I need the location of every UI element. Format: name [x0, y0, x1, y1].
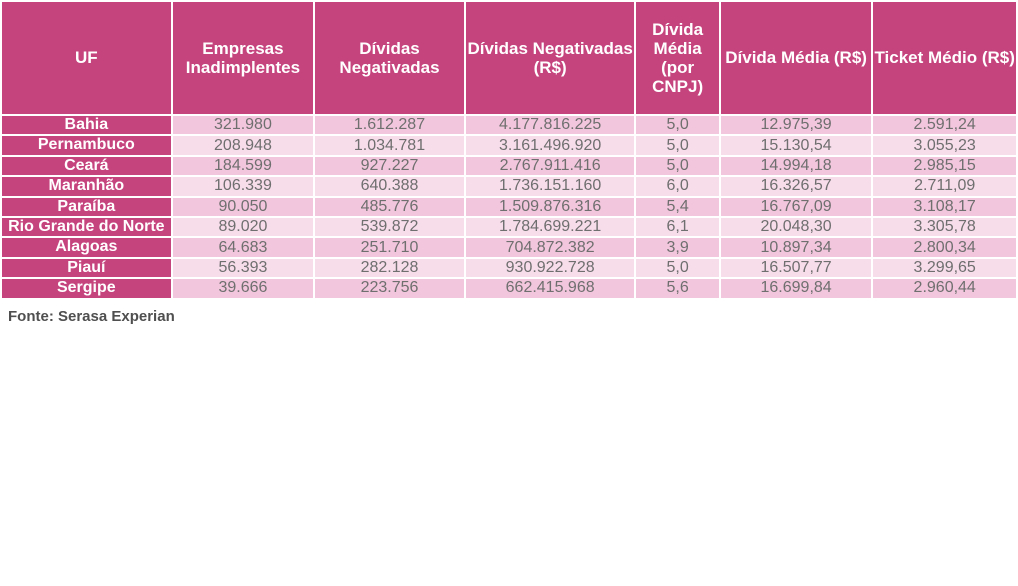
- cell-empresas-inadimplentes: 321.980: [173, 116, 314, 134]
- row-label-uf: Maranhão: [2, 177, 171, 195]
- row-label-uf: Sergipe: [2, 279, 171, 297]
- cell-ticket-medio-rs: 3.055,23: [873, 136, 1016, 154]
- cell-divida-media-por-cnpj: 5,0: [636, 136, 718, 154]
- cell-dividas-negativadas-rs: 3.161.496.920: [466, 136, 635, 154]
- table-row: [2, 238, 1016, 256]
- cell-dividas-negativadas-rs: 1.784.699.221: [466, 218, 635, 236]
- cell-divida-media-por-cnpj: 5,0: [636, 116, 718, 134]
- table-row: [2, 218, 1016, 236]
- cell-divida-media-rs: 14.994,18: [721, 157, 872, 175]
- cell-ticket-medio-rs: 2.800,34: [873, 238, 1016, 256]
- cell-ticket-medio-rs: 2.711,09: [873, 177, 1016, 195]
- cell-divida-media-rs: 16.699,84: [721, 279, 872, 297]
- cell-empresas-inadimplentes: 56.393: [173, 259, 314, 277]
- cell-divida-media-por-cnpj: 3,9: [636, 238, 718, 256]
- cell-divida-media-rs: 16.507,77: [721, 259, 872, 277]
- table-row: [2, 157, 1016, 175]
- cell-empresas-inadimplentes: 89.020: [173, 218, 314, 236]
- header-row: [2, 2, 1016, 114]
- column-header-ticket-medio-rs: Ticket Médio (R$): [873, 2, 1016, 114]
- cell-dividas-negativadas: 927.227: [315, 157, 464, 175]
- row-label-uf: Pernambuco: [2, 136, 171, 154]
- cell-dividas-negativadas-rs: 4.177.816.225: [466, 116, 635, 134]
- cell-divida-media-rs: 12.975,39: [721, 116, 872, 134]
- row-label-uf: Bahia: [2, 116, 171, 134]
- cell-divida-media-por-cnpj: 5,6: [636, 279, 718, 297]
- cell-dividas-negativadas-rs: 930.922.728: [466, 259, 635, 277]
- column-header-divida-media-rs: Dívida Média (R$): [721, 2, 872, 114]
- cell-dividas-negativadas: 223.756: [315, 279, 464, 297]
- row-label-uf: Piauí: [2, 259, 171, 277]
- cell-empresas-inadimplentes: 208.948: [173, 136, 314, 154]
- cell-divida-media-rs: 10.897,34: [721, 238, 872, 256]
- cell-ticket-medio-rs: 3.305,78: [873, 218, 1016, 236]
- table-row: [2, 177, 1016, 195]
- cell-ticket-medio-rs: 2.591,24: [873, 116, 1016, 134]
- cell-dividas-negativadas-rs: 1.509.876.316: [466, 198, 635, 216]
- cell-empresas-inadimplentes: 90.050: [173, 198, 314, 216]
- column-header-empresas-inadimplentes: Empresas Inadimplentes: [173, 2, 314, 114]
- cell-divida-media-por-cnpj: 6,0: [636, 177, 718, 195]
- cell-dividas-negativadas-rs: 662.415.968: [466, 279, 635, 297]
- cell-divida-media-por-cnpj: 5,4: [636, 198, 718, 216]
- cell-divida-media-por-cnpj: 6,1: [636, 218, 718, 236]
- cell-dividas-negativadas-rs: 704.872.382: [466, 238, 635, 256]
- row-label-uf: Paraíba: [2, 198, 171, 216]
- cell-divida-media-por-cnpj: 5,0: [636, 259, 718, 277]
- table-row: [2, 198, 1016, 216]
- column-header-dividas-negativadas-rs: Dívidas Negativadas (R$): [466, 2, 635, 114]
- cell-empresas-inadimplentes: 184.599: [173, 157, 314, 175]
- cell-divida-media-rs: 16.326,57: [721, 177, 872, 195]
- table-body: [2, 116, 1016, 298]
- row-label-uf: Ceará: [2, 157, 171, 175]
- source-note: Fonte: Serasa Experian: [8, 307, 175, 325]
- cell-empresas-inadimplentes: 106.339: [173, 177, 314, 195]
- cell-divida-media-rs: 16.767,09: [721, 198, 872, 216]
- cell-dividas-negativadas: 640.388: [315, 177, 464, 195]
- cell-dividas-negativadas-rs: 1.736.151.160: [466, 177, 635, 195]
- cell-ticket-medio-rs: 3.299,65: [873, 259, 1016, 277]
- cell-ticket-medio-rs: 2.985,15: [873, 157, 1016, 175]
- table-row: [2, 279, 1016, 297]
- row-label-uf: Rio Grande do Norte: [2, 218, 171, 236]
- table-row: [2, 116, 1016, 134]
- cell-dividas-negativadas: 485.776: [315, 198, 464, 216]
- cell-dividas-negativadas: 1.034.781: [315, 136, 464, 154]
- cell-empresas-inadimplentes: 64.683: [173, 238, 314, 256]
- table-row: [2, 259, 1016, 277]
- cell-dividas-negativadas: 282.128: [315, 259, 464, 277]
- row-label-uf: Alagoas: [2, 238, 171, 256]
- cell-divida-media-rs: 20.048,30: [721, 218, 872, 236]
- cell-ticket-medio-rs: 3.108,17: [873, 198, 1016, 216]
- table-row: [2, 136, 1016, 154]
- cell-divida-media-rs: 15.130,54: [721, 136, 872, 154]
- cell-divida-media-por-cnpj: 5,0: [636, 157, 718, 175]
- column-header-dividas-negativadas: Dívidas Negativadas: [315, 2, 464, 114]
- cell-dividas-negativadas: 1.612.287: [315, 116, 464, 134]
- cell-dividas-negativadas: 539.872: [315, 218, 464, 236]
- column-header-divida-media-por-cnpj: Dívida Média (por CNPJ): [636, 2, 718, 114]
- cell-empresas-inadimplentes: 39.666: [173, 279, 314, 297]
- cell-ticket-medio-rs: 2.960,44: [873, 279, 1016, 297]
- column-header-uf: UF: [2, 2, 171, 114]
- cell-dividas-negativadas: 251.710: [315, 238, 464, 256]
- cell-dividas-negativadas-rs: 2.767.911.416: [466, 157, 635, 175]
- table-header: [2, 2, 1016, 114]
